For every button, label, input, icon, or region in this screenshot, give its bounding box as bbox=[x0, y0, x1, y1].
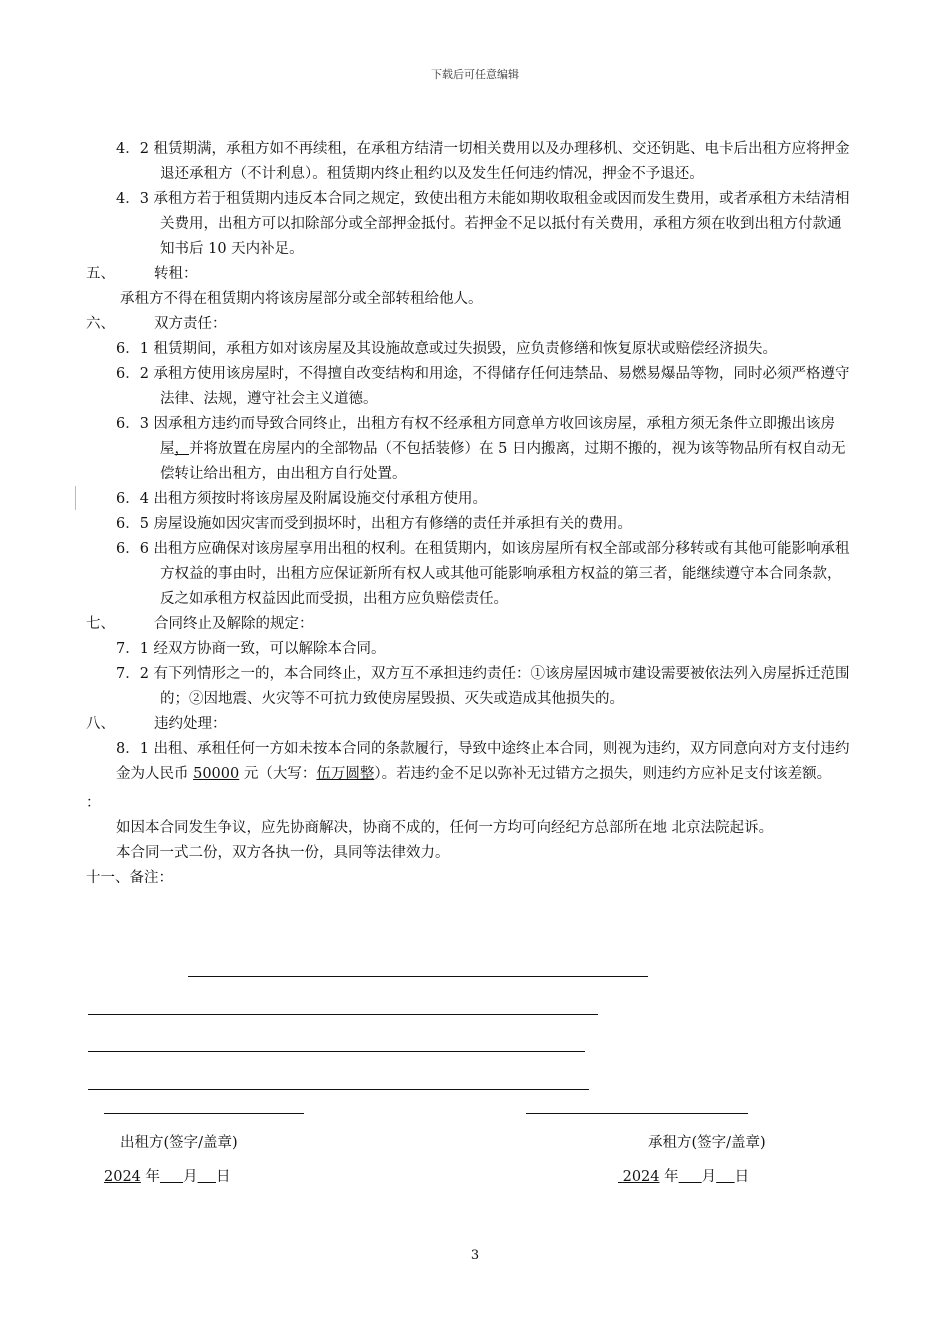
section-title: 合同终止及解除的规定： bbox=[154, 616, 314, 632]
lessor-signature-label: 出租方(签字/盖章) bbox=[120, 1135, 238, 1151]
lessee-date bbox=[618, 1165, 749, 1186]
section-6-heading bbox=[86, 312, 850, 337]
remarks-line[interactable] bbox=[88, 1014, 598, 1015]
penalty-amount: 50000 bbox=[193, 766, 240, 782]
year-char: 年 bbox=[664, 1169, 679, 1185]
lessee-signature-line[interactable] bbox=[526, 1113, 748, 1114]
section-number: 六、 bbox=[86, 316, 115, 332]
clause-6-2: 6．2 承租方使用该房屋时，不得擅自改变结构和用途，不得储存任何违禁品、易燃易爆品等物，同时必须严格遵守法律、法规，遵守社会主义道德。 bbox=[116, 366, 850, 407]
clause-6-6: 6．6 出租方应确保对该房屋享用出租的权利。在租赁期内，如该房屋所有权全部或部分移转或有其他可能影响承租方权益的事由时，出租方应保证新所有权人或其他可能影响承租方权益的第三者，能继续遵守本合同条款，反之如承租方权益因此而受损，出租方应负赔偿责任。 bbox=[116, 541, 850, 607]
section-7-heading bbox=[86, 612, 850, 637]
clause-6-3-part2: 并将放置在房屋内的全部物品（不包括装修）在 5 日内搬离，过期不搬的，视为该等物品所有权自动无偿转让给出租方，由出租方自行处置。 bbox=[160, 441, 846, 482]
day-blank[interactable] bbox=[198, 1169, 216, 1185]
clause-6-5: 6．5 房屋设施如因灾害而受到损坏时，出租方有修缮的责任并承担有关的费用。 bbox=[116, 516, 633, 532]
copies-clause: 本合同一式二份，双方各执一份，具同等法律效力。 bbox=[116, 845, 450, 861]
month-blank[interactable] bbox=[160, 1169, 183, 1185]
section-8-heading bbox=[86, 712, 850, 737]
clause-6-3-underlined-comma: ， bbox=[174, 441, 189, 457]
remarks-heading: 十一、备注： bbox=[86, 870, 173, 886]
clause-8-1-part3: ）。若违约金不足以弥补无过错方之损失，则违约方应补足支付该差额。 bbox=[374, 766, 832, 782]
month-char: 月 bbox=[701, 1169, 717, 1185]
day-blank[interactable] bbox=[716, 1169, 734, 1185]
lessor-date bbox=[104, 1165, 231, 1186]
section-5-heading bbox=[86, 262, 850, 287]
section-title: 转租： bbox=[154, 266, 198, 282]
page-header: 下载后可任意编辑 bbox=[431, 68, 519, 81]
day-char: 日 bbox=[216, 1169, 231, 1185]
clause-7-1: 7．1 经双方协商一致，可以解除本合同。 bbox=[116, 641, 386, 657]
section-title: 双方责任： bbox=[154, 316, 227, 332]
clause-8-1-part2: 元（大写： bbox=[239, 766, 317, 782]
year-value: 2024 bbox=[104, 1169, 141, 1185]
remarks-line[interactable] bbox=[188, 976, 648, 977]
clause-6-3-part1: 6．3 因承租方违约而导致合同终止，出租方有权不经承租方同意单方收回该房屋，承租方须无条件立即搬出该房屋 bbox=[116, 416, 836, 457]
section-title: 违约处理： bbox=[154, 716, 227, 732]
margin-change-marker bbox=[75, 486, 76, 510]
clause-4-3: 4．3 承租方若于租赁期内违反本合同之规定，致使出租方未能如期收取租金或因而发生费用，或者承租方未结清相关费用，出租方可以扣除部分或全部押金抵付。若押金不足以抵付有关费用，承租方须在收到出租方付款通知书后 10 天内补足。 bbox=[116, 191, 850, 257]
dispute-clause: 如因本合同发生争议，应先协商解决，协商不成的，任何一方均可向经纪方总部所在地 北京法院起诉。 bbox=[116, 820, 774, 836]
lessor-signature-line[interactable] bbox=[104, 1113, 304, 1114]
section-number: 八、 bbox=[86, 716, 115, 732]
remarks-line[interactable] bbox=[88, 1089, 589, 1090]
clause-8-1-part1: 8．1 出租、承租任何一方如未按本合同的条款履行，导致中途终止本合同，则视为违约，双方同意向对方支付违约金为人民币 bbox=[116, 741, 850, 782]
clause-7-2: 7．2 有下列情形之一的，本合同终止，双方互不承担违约责任：①该房屋因城市建设需要被依法列入房屋拆迁范围的；②因地震、火灾等不可抗力致使房屋毁损、灭失或造成其他损失的。 bbox=[116, 666, 850, 707]
penalty-amount-upper: 伍万圆整 bbox=[316, 766, 375, 782]
section-5-body: 承租方不得在租赁期内将该房屋部分或全部转租给他人。 bbox=[120, 291, 483, 307]
clause-4-2: 4．2 租赁期满，承租方如不再续租，在承租方结清一切相关费用以及办理移机、交还钥匙、电卡后出租方应将押金退还承租方（不计利息）。租赁期内终止租约以及发生任何违约情况，押金不予退还。 bbox=[116, 141, 850, 182]
lessee-signature-label: 承租方(签字/盖章) bbox=[648, 1135, 766, 1151]
section-number: 五、 bbox=[86, 266, 115, 282]
year-char: 年 bbox=[145, 1169, 161, 1185]
clause-8-1 bbox=[86, 737, 850, 787]
year-number: 2024 bbox=[622, 1169, 660, 1185]
month-char: 月 bbox=[183, 1169, 198, 1185]
clause-6-1: 6．1 租赁期间，承租方如对该房屋及其设施故意或过失损毁，应负责修缮和恢复原状或赔偿经济损失。 bbox=[116, 341, 778, 357]
clause-6-3 bbox=[86, 412, 850, 487]
stray-colon: ： bbox=[86, 795, 101, 811]
section-number: 七、 bbox=[86, 616, 115, 632]
year-value bbox=[618, 1169, 660, 1185]
day-char: 日 bbox=[734, 1169, 750, 1185]
clause-6-4: 6．4 出租方须按时将该房屋及附属设施交付承租方使用。 bbox=[116, 491, 488, 507]
remarks-line[interactable] bbox=[88, 1051, 585, 1052]
contract-body bbox=[86, 137, 850, 891]
page-number: 3 bbox=[470, 1248, 480, 1263]
month-blank[interactable] bbox=[679, 1169, 702, 1185]
